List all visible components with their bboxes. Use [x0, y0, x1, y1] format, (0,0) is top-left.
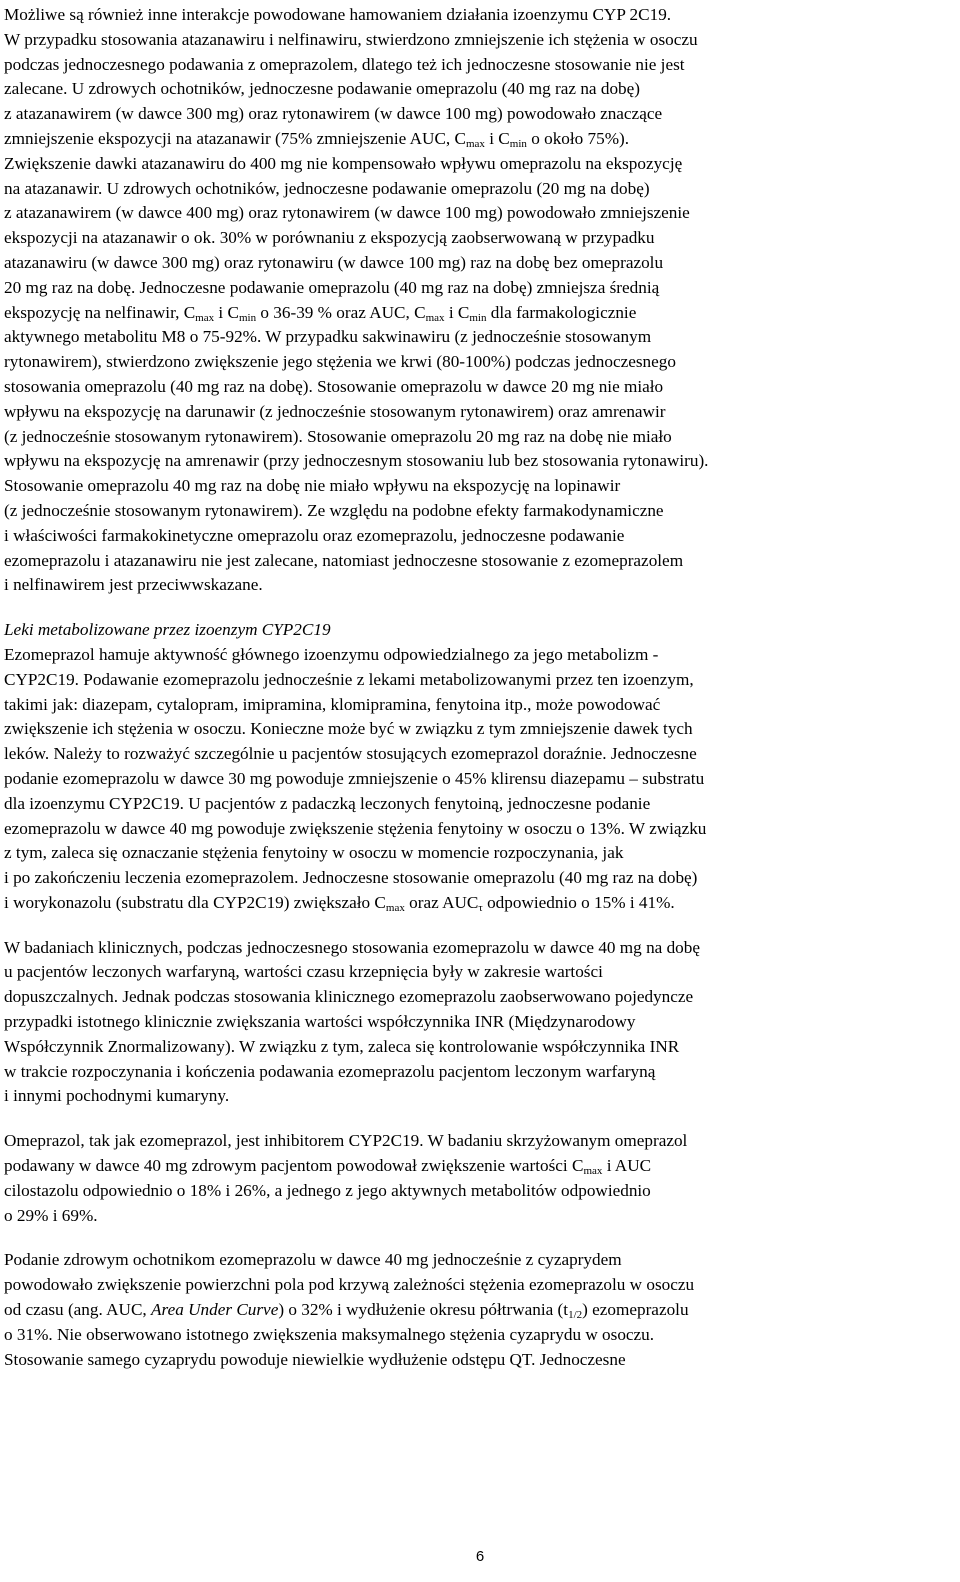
text-line	[4, 524, 948, 549]
text-segment: w trakcie rozpoczynania i kończenia podawania ezomeprazolu pacjentom leczonym warfaryną	[4, 1061, 656, 1081]
text-segment: podawany w dawce 40 mg zdrowym pacjentom powodował zwiększenie wartości C	[4, 1156, 584, 1176]
text-segment: Stosowanie samego cyzaprydu powoduje niewielkie wydłużenie odstępu QT. Jednoczesne	[4, 1349, 626, 1369]
text-line	[4, 201, 948, 226]
text-line	[4, 1129, 948, 1154]
text-line	[4, 1010, 948, 1035]
text-segment: i po zakończeniu leczenia ezomeprazolem. Jednoczesne stosowanie omeprazolu (40 mg raz na dobę)	[4, 868, 698, 888]
text-line	[4, 817, 948, 842]
subscript: min	[509, 137, 527, 150]
text-segment: atazanawiru (w dawce 300 mg) oraz rytonawiru (w dawce 100 mg) raz na dobę bez omeprazolu	[4, 252, 664, 272]
text-line	[4, 375, 948, 400]
text-segment: leków. Należy to rozważyć szczególnie u pacjentów stosujących ezomeprazol doraźnie. Jednoczesne	[4, 744, 697, 764]
text-segment: Stosowanie omeprazolu 40 mg raz na dobę nie miało wpływu na ekspozycję na lopinawir	[4, 476, 621, 496]
text-segment: Podanie zdrowym ochotnikom ezomeprazolu w dawce 40 mg jednocześnie z cyzaprydem	[4, 1250, 622, 1270]
text-line	[4, 668, 948, 693]
text-segment: W przypadku stosowania atazanawiru i nelfinawiru, stwierdzono zmniejszenie ich stężenia w osoczu	[4, 29, 698, 49]
text-line	[4, 573, 948, 598]
text-segment: (z jednocześnie stosowanym rytonawirem). Stosowanie omeprazolu 20 mg raz na dobę nie miało	[4, 426, 672, 446]
text-segment: u pacjentów leczonych warfaryną, wartości czasu krzepnięcia były w zakresie wartości	[4, 962, 603, 982]
text-segment: W badaniach klinicznych, podczas jednoczesnego stosowania ezomeprazolu w dawce 40 mg na dobę	[4, 937, 700, 957]
text-line	[4, 102, 948, 127]
text-segment: i C	[444, 302, 470, 322]
subscript: min	[238, 311, 257, 324]
text-line	[4, 177, 948, 202]
text-segment: i worykonazolu (substratu dla CYP2C19) zwiększało C	[4, 892, 386, 912]
text-line	[4, 474, 948, 499]
text-segment: zwiększenie ich stężenia w osoczu. Konieczne może być w związku z tym zmniejszenie dawek tych	[4, 719, 693, 739]
text-segment: wpływu na ekspozycję na darunawir (z jednocześnie stosowanym rytonawirem) oraz amrenawir	[4, 401, 666, 421]
text-segment: i C	[214, 302, 239, 322]
text-segment: ) ezomeprazolu	[582, 1300, 689, 1320]
text-segment: dopuszczalnych. Jednak podczas stosowania klinicznego ezomeprazolu zaobserwowano pojedyncze	[4, 987, 694, 1007]
paragraph	[4, 3, 948, 598]
text-line	[4, 618, 948, 643]
text-segment: Zwiększenie dawki atazanawiru do 400 mg nie kompensowało wpływu omeprazolu na ekspozycję	[4, 153, 683, 173]
text-line	[4, 841, 948, 866]
text-segment: oraz AUC	[404, 892, 479, 912]
text-segment: i AUC	[602, 1156, 652, 1176]
text-line	[4, 693, 948, 718]
text-segment: powodowało zwiększenie powierzchni pola pod krzywą zależności stężenia ezomeprazolu w osoczu	[4, 1275, 695, 1295]
text-line	[4, 866, 948, 891]
text-line	[4, 53, 948, 78]
text-segment: zalecane. U zdrowych ochotników, jednoczesne podawanie omeprazolu (40 mg raz na dobę)	[4, 79, 640, 99]
text-line	[4, 1179, 948, 1204]
italic-text: Area Under Curve	[151, 1300, 279, 1320]
text-segment: z atazanawirem (w dawce 400 mg) oraz rytonawirem (w dawce 100 mg) powodowało zmniejszenie	[4, 203, 690, 223]
text-line	[4, 325, 948, 350]
text-segment: ekspozycję na nelfinawir, C	[4, 302, 196, 322]
text-segment: Leki metabolizowane przez izoenzym CYP2C19	[4, 620, 331, 640]
text-segment: zmniejszenie ekspozycji na atazanawir (75% zmniejszenie AUC, C	[4, 128, 466, 148]
text-segment: cilostazolu odpowiednio o 18% i 26%, a jednego z jego aktywnych metabolitów odpowiednio	[4, 1180, 651, 1200]
text-line	[4, 276, 948, 301]
text-line	[4, 1035, 948, 1060]
text-line	[4, 1348, 948, 1373]
text-line	[4, 301, 948, 326]
text-segment: i C	[484, 128, 510, 148]
text-line	[4, 77, 948, 102]
text-line	[4, 1060, 948, 1085]
text-line	[4, 1298, 948, 1323]
text-segment: Współczynnik Znormalizowany). W związku z tym, zaleca się kontrolowanie współczynnika INR	[4, 1036, 680, 1056]
text-line	[4, 1204, 948, 1229]
text-segment: ) o 32% i wydłużenie okresu półtrwania (t	[278, 1300, 569, 1320]
paragraph	[4, 643, 948, 916]
subscript: max	[465, 137, 485, 150]
text-segment: z atazanawirem (w dawce 300 mg) oraz rytonawirem (w dawce 100 mg) powodowało znaczące	[4, 104, 663, 124]
text-line	[4, 1248, 948, 1273]
text-line	[4, 127, 948, 152]
text-line	[4, 1273, 948, 1298]
text-segment: wpływu na ekspozycję na amrenawir (przy jednoczesnym stosowaniu lub bez stosowania rytonawiru).	[4, 451, 709, 471]
text-segment: podczas jednoczesnego podawania z omeprazolem, dlatego też ich jednoczesne stosowanie nie jest	[4, 54, 685, 74]
text-segment: ezomeprazolu w dawce 40 mg powoduje zwiększenie stężenia fenytoiny w osoczu o 13%. W związku	[4, 818, 707, 838]
paragraph	[4, 936, 948, 1110]
text-segment: o 29% i 69%.	[4, 1205, 98, 1225]
text-segment: ezomeprazolu i atazanawiru nie jest zalecane, natomiast jednoczesne stosowanie z ezomeprazolem	[4, 550, 684, 570]
text-segment: podanie ezomeprazolu w dawce 30 mg powoduje zmniejszenie o 45% klirensu diazepamu – substratu	[4, 768, 705, 788]
text-line	[4, 251, 948, 276]
subscript: max	[583, 1165, 603, 1178]
text-line	[4, 960, 948, 985]
text-line	[4, 643, 948, 668]
text-line	[4, 28, 948, 53]
subscript: max	[425, 311, 445, 324]
text-line	[4, 1154, 948, 1179]
text-segment: z tym, zaleca się oznaczanie stężenia fenytoiny w osoczu w momencie rozpoczynania, jak	[4, 843, 624, 863]
text-segment: rytonawirem), stwierdzono zwiększenie jego stężenia we krwi (80-100%) podczas jednoczesnego	[4, 352, 676, 372]
subscript: 1/2	[568, 1309, 583, 1322]
text-line	[4, 400, 948, 425]
subscript: max	[385, 901, 405, 914]
text-segment: i nelfinawirem jest przeciwwskazane.	[4, 575, 263, 595]
text-segment: o 36-39 % oraz AUC, C	[256, 302, 426, 322]
subscript: max	[195, 311, 215, 324]
text-line	[4, 742, 948, 767]
text-segment: aktywnego metabolitu M8 o 75-92%. W przypadku sakwinawiru (z jednocześnie stosowanym	[4, 327, 652, 347]
text-segment: Ezomeprazol hamuje aktywność głównego izoenzymu odpowiedzialnego za jego metabolizm -	[4, 644, 659, 664]
text-segment: (z jednocześnie stosowanym rytonawirem). Ze względu na podobne efekty farmakodynamiczne	[4, 500, 664, 520]
paragraph	[4, 1248, 948, 1372]
text-line	[4, 1084, 948, 1109]
text-segment: CYP2C19. Podawanie ezomeprazolu jednocześnie z lekami metabolizowanymi przez ten izoenzym,	[4, 669, 694, 689]
text-segment: odpowiednio o 15% i 41%.	[482, 892, 675, 912]
text-segment: i właściwości farmakokinetyczne omeprazolu oraz ezomeprazolu, jednoczesne podawanie	[4, 525, 625, 545]
text-line	[4, 936, 948, 961]
text-line	[4, 350, 948, 375]
text-line	[4, 792, 948, 817]
text-segment: na atazanawir. U zdrowych ochotników, jednoczesne podawanie omeprazolu (20 mg na dobę)	[4, 178, 650, 198]
page-number: 6	[475, 1548, 485, 1565]
text-line	[4, 985, 948, 1010]
text-line	[4, 549, 948, 574]
document-page	[4, 3, 948, 1372]
text-line	[4, 425, 948, 450]
text-segment: Omeprazol, tak jak ezomeprazol, jest inhibitorem CYP2C19. W badaniu skrzyżowanym omeprazol	[4, 1131, 688, 1151]
text-line	[4, 1323, 948, 1348]
text-line	[4, 717, 948, 742]
subscript: τ	[478, 901, 483, 914]
text-segment: od czasu (ang. AUC,	[4, 1300, 152, 1320]
text-segment: Możliwe są również inne interakcje powodowane hamowaniem działania izoenzymu CYP 2C19.	[4, 5, 672, 24]
text-segment: dla farmakologicznie	[486, 302, 637, 322]
text-segment: 20 mg raz na dobę. Jednoczesne podawanie omeprazolu (40 mg raz na dobę) zmniejsza średnią	[4, 277, 660, 297]
text-segment: ekspozycji na atazanawir o ok. 30% w porównaniu z ekspozycją zaobserwowaną w przypadku	[4, 228, 655, 248]
text-segment: przypadki istotnego klinicznie zwiększania wartości współczynnika INR (Międzynarodowy	[4, 1012, 636, 1032]
text-line	[4, 226, 948, 251]
text-segment: i innymi pochodnymi kumaryny.	[4, 1086, 230, 1106]
subscript: min	[469, 311, 487, 324]
text-segment: o około 75%).	[526, 128, 630, 148]
text-segment: takimi jak: diazepam, cytalopram, imipramina, klomipramina, fenytoina itp., może powodować	[4, 694, 661, 714]
text-segment: dla izoenzymu CYP2C19. U pacjentów z padaczką leczonych fenytoiną, jednoczesne podanie	[4, 793, 651, 813]
text-line	[4, 152, 948, 177]
text-line	[4, 767, 948, 792]
text-line	[4, 891, 948, 916]
text-line	[4, 3, 948, 28]
text-line	[4, 449, 948, 474]
paragraph	[4, 1129, 948, 1228]
text-line	[4, 499, 948, 524]
text-segment: o 31%. Nie obserwowano istotnego zwiększenia maksymalnego stężenia cyzaprydu w osoczu.	[4, 1324, 655, 1344]
text-segment: stosowania omeprazolu (40 mg raz na dobę). Stosowanie omeprazolu w dawce 20 mg nie miało	[4, 376, 664, 396]
section-heading	[4, 618, 948, 643]
